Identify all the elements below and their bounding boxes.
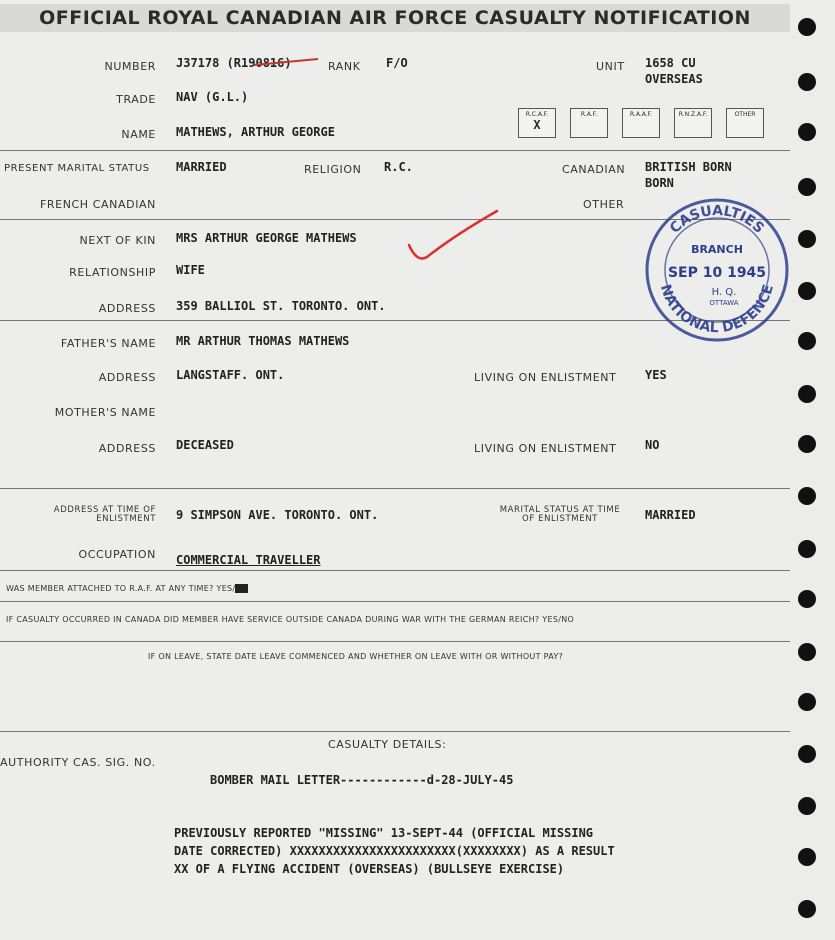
box-rcaf: R.C.A.F. X [518,108,556,138]
stamp-date: SEP 10 1945 [667,265,767,281]
father-living-label: LIVING ON ENLISTMENT [474,371,617,384]
punch-hole [798,332,816,350]
father-value: MR ARTHUR THOMAS MATHEWS [176,334,350,348]
stamp-top: CASUALTIES [666,202,768,237]
punch-hole [798,693,816,711]
punch-hole [798,745,816,763]
number-label: NUMBER [104,60,156,73]
divider [0,150,790,151]
raf-answer-no: NO [235,584,249,593]
father-address-label: ADDRESS [98,371,156,384]
divider [0,731,790,732]
canadian-value-1: BRITISH BORN [645,160,732,174]
stamp-hq: H. Q. [711,287,737,298]
authority-label: AUTHORITY CAS. SIG. NO. [0,756,156,769]
addr-enlist-value: 9 SIMPSON AVE. TORONTO. ONT. [176,508,379,522]
nok-label: NEXT OF KIN [79,234,156,247]
relationship-label: RELATIONSHIP [69,266,156,279]
stamp-city: OTTAWA [709,299,739,307]
punch-hole [798,178,816,196]
punch-hole [798,73,816,91]
nok-address-value: 359 BALLIOL ST. TORONTO. ONT. [176,299,386,313]
punch-hole [798,900,816,918]
divider [0,601,790,602]
punch-hole [798,282,816,300]
rank-label: RANK [328,60,361,73]
marital-enlist-label: MARITAL STATUS AT TIME OF ENLISTMENT [499,505,621,524]
marital-enlist-value: MARRIED [645,508,696,522]
relationship-value: WIFE [176,263,205,277]
trade-label: TRADE [116,93,156,106]
mother-living-label: LIVING ON ENLISTMENT [474,442,617,455]
divider [0,570,790,571]
punch-hole [798,230,816,248]
casualty-line-3: DATE CORRECTED) XXXXXXXXXXXXXXXXXXXXXXX(XXXXXXXX) AS A RESULT [174,844,615,858]
religion-label: RELIGION [304,163,362,176]
form-title: OFFICIAL ROYAL CANADIAN AIR FORCE CASUALTY NOTIFICATION [0,4,790,32]
punch-hole [798,435,816,453]
stamp-branch: BRANCH [691,243,743,256]
unit-value-2: OVERSEAS [645,72,703,86]
punch-hole [798,385,816,403]
father-label: FATHER'S NAME [60,337,156,350]
occupation-value: COMMERCIAL TRAVELLER [176,553,321,567]
occupation-label: OCCUPATION [78,548,156,561]
marital-label: PRESENT MARITAL STATUS [4,163,150,174]
unit-label: UNIT [596,60,625,73]
punch-hole [798,487,816,505]
punch-hole [798,797,816,815]
french-label: FRENCH CANADIAN [39,198,156,211]
casualty-line-2: PREVIOUSLY REPORTED "MISSING" 13-SEPT-44 (OFFICIAL MISSING [174,826,594,840]
canada-question: IF CASUALTY OCCURRED IN CANADA DID MEMBER HAVE SERVICE OUTSIDE CANADA DURING WAR WITH THE GERMAN REICH? YES/NO [6,615,575,624]
stamp-bottom: NATIONAL DEFENCE [656,282,777,337]
check-mark-icon [405,205,500,265]
other-label: OTHER [583,198,625,211]
casualty-label: CASUALTY DETAILS: [328,738,447,751]
punch-hole [798,590,816,608]
mother-address-value: DECEASED [176,438,234,452]
divider [0,641,790,642]
number-value: J37178 (R190816) [176,56,292,70]
addr-enlist-label: ADDRESS AT TIME OF ENLISTMENT [53,505,156,524]
name-label: NAME [121,128,156,141]
ink-stamp [642,195,792,345]
mother-label: MOTHER'S NAME [54,406,156,419]
punch-hole [798,848,816,866]
divider [0,488,790,489]
unit-value-1: 1658 CU [645,56,696,70]
raf-question: WAS MEMBER ATTACHED TO R.A.F. AT ANY TIME? YES/NO [6,584,249,593]
punch-hole [798,123,816,141]
mother-address-label: ADDRESS [98,442,156,455]
punch-hole [798,643,816,661]
raf-answer-yes: YES/ [216,584,236,593]
punch-hole [798,540,816,558]
box-raf: R.A.F. [570,108,608,138]
number-strike [252,55,322,69]
box-other: OTHER [726,108,764,138]
father-living-value: YES [645,368,667,382]
casualty-line-1: BOMBER MAIL LETTER------------d-28-JULY-45 [210,773,514,787]
canadian-value-2: BORN [645,176,674,190]
mother-living-value: NO [645,438,660,452]
name-value: MATHEWS, ARTHUR GEORGE [176,125,335,139]
casualty-line-4: XX OF A FLYING ACCIDENT (OVERSEAS) (BULLSEYE EXERCISE) [174,862,565,876]
rank-value: F/O [386,56,408,70]
canadian-label: CANADIAN [562,163,626,176]
nok-value: MRS ARTHUR GEORGE MATHEWS [176,231,357,245]
leave-question: IF ON LEAVE, STATE DATE LEAVE COMMENCED AND WHETHER ON LEAVE WITH OR WITHOUT PAY? [148,652,564,661]
punch-holes [798,0,828,940]
trade-value: NAV (G.L.) [176,90,249,104]
box-rnzaf: R.N.Z.A.F. [674,108,712,138]
box-raaf: R.A.A.F. [622,108,660,138]
nok-address-label: ADDRESS [98,302,156,315]
punch-hole [798,18,816,36]
father-address-value: LANGSTAFF. ONT. [176,368,285,382]
religion-value: R.C. [384,160,413,174]
marital-value: MARRIED [176,160,227,174]
